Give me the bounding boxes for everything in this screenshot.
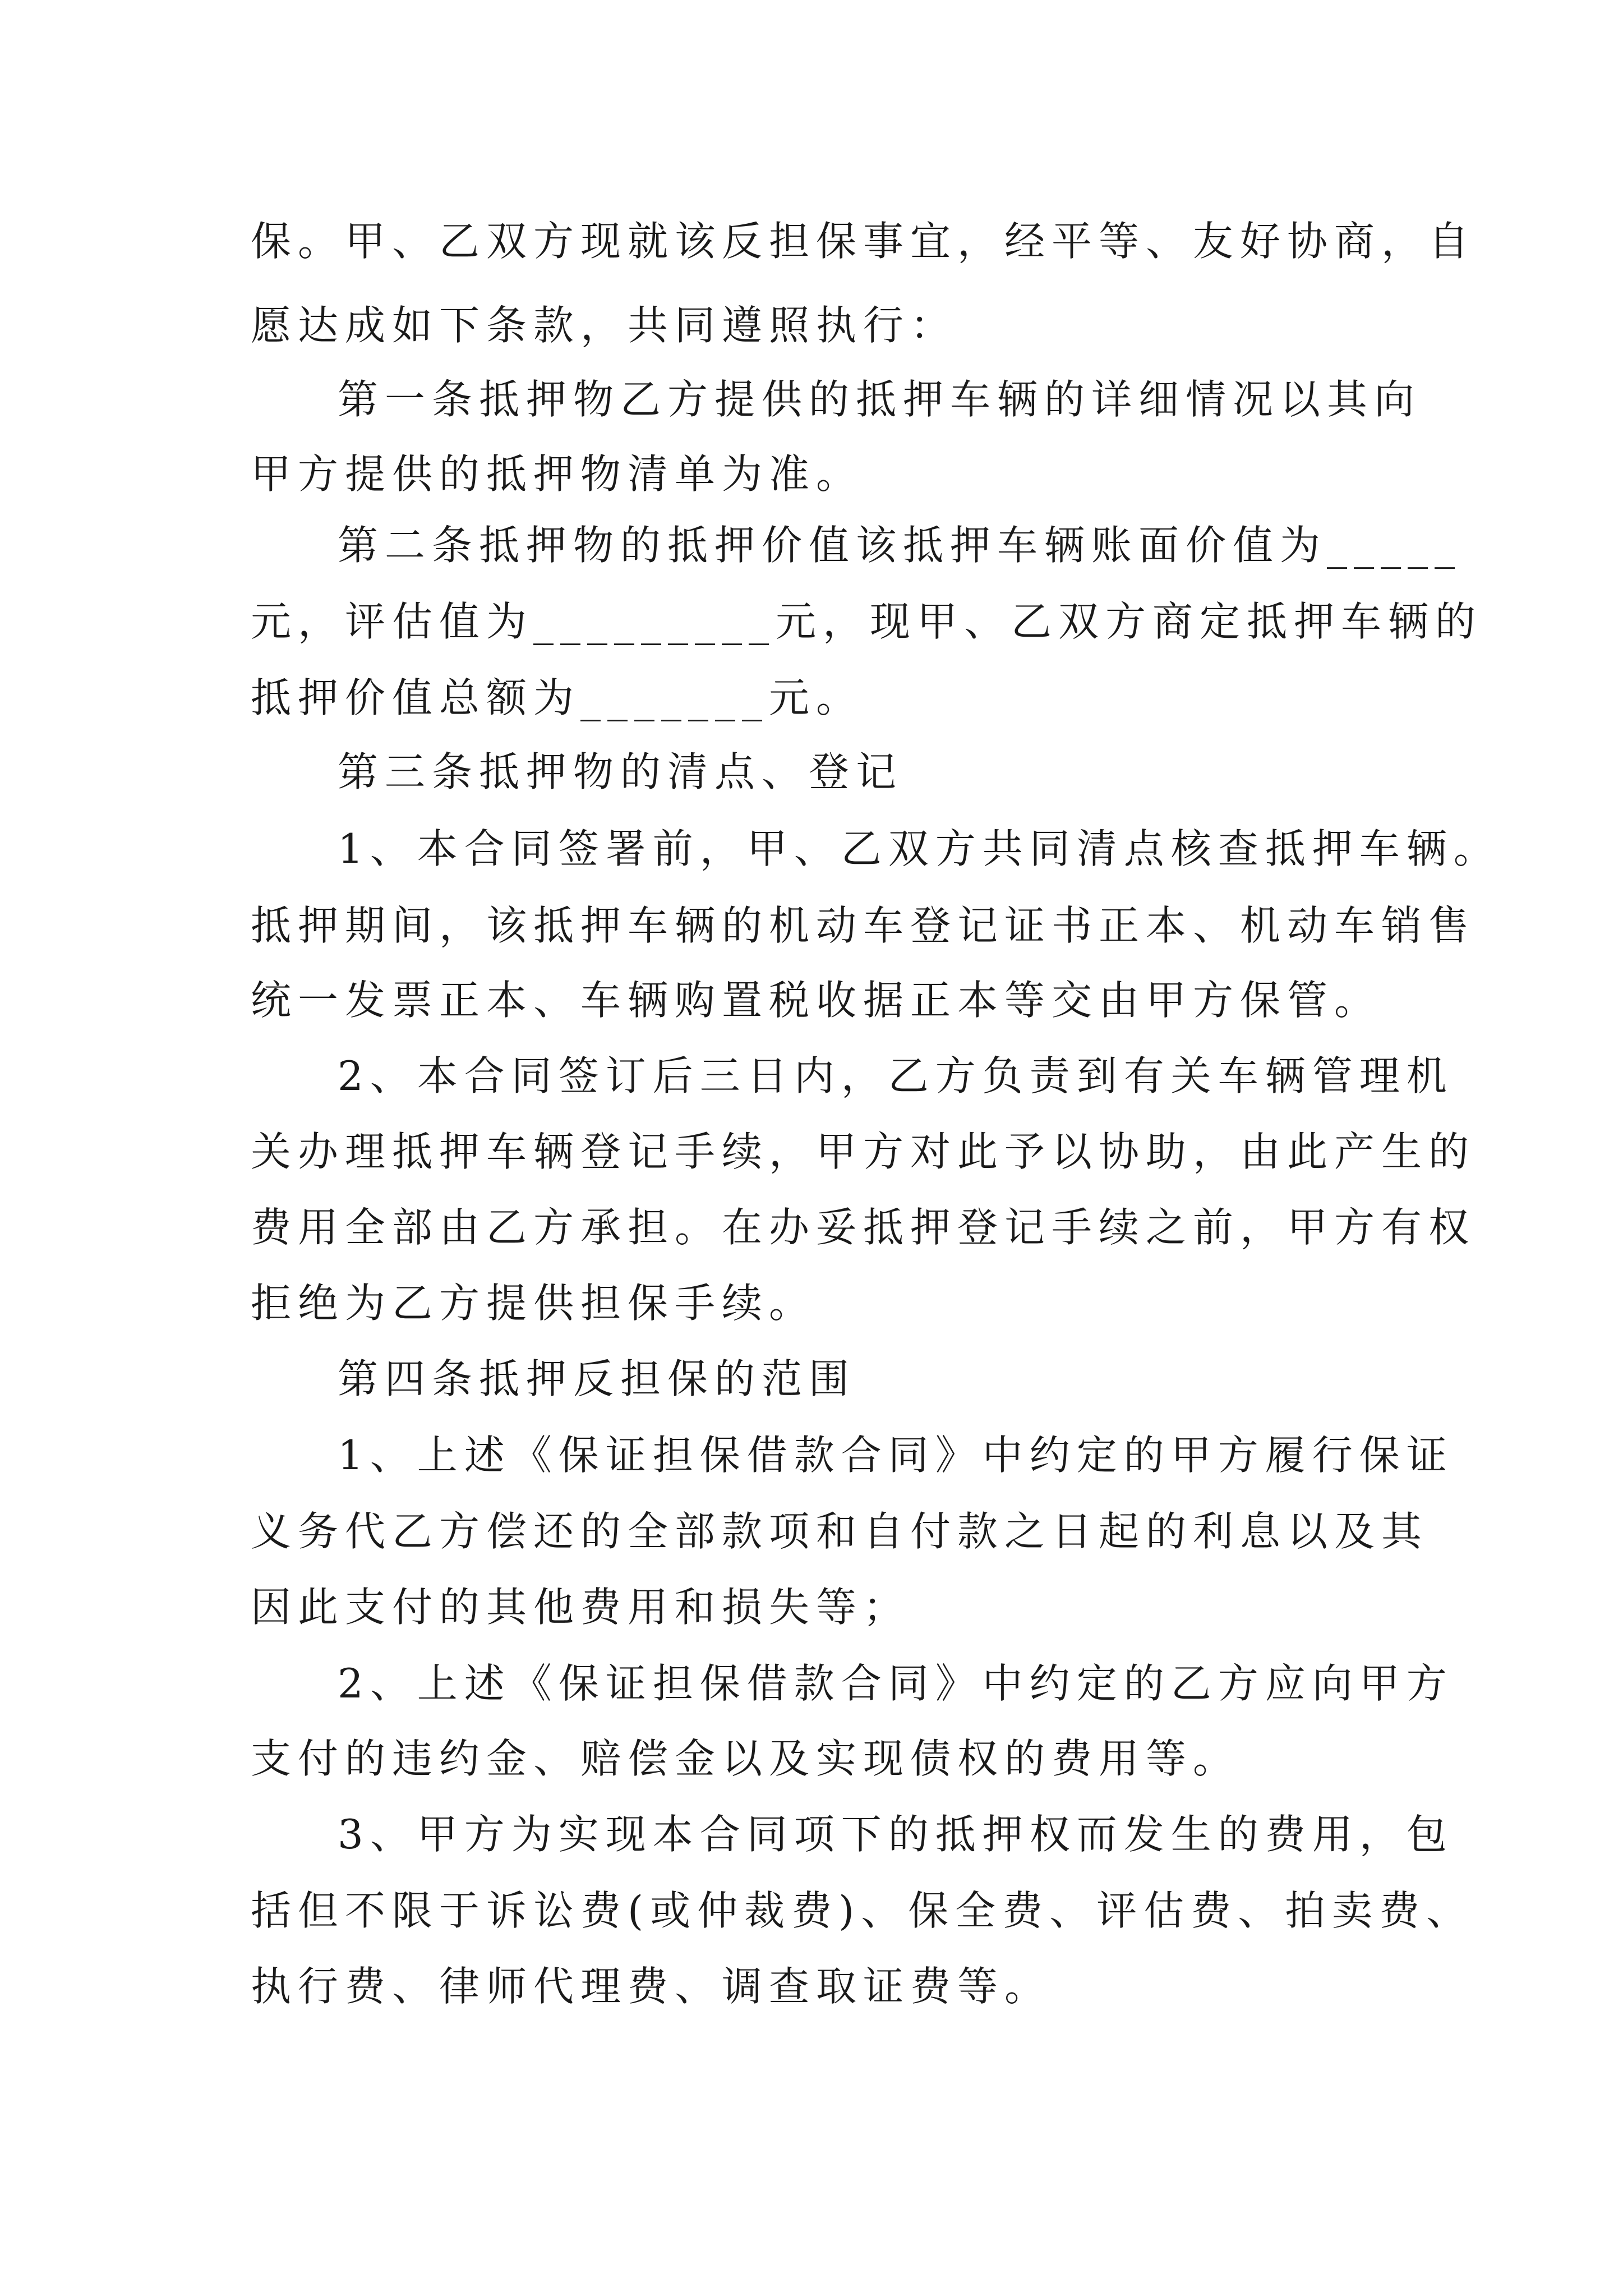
clause-4-heading: 第四条抵押反担保的范围 [338,1355,856,1402]
paragraph-line: 统一发票正本、车辆购置税收据正本等交由甲方保管。 [251,977,1382,1024]
clause-4-item-1-line: 1、上述《保证担保借款合同》中约定的甲方履行保证 [338,1432,1454,1479]
paragraph-line: 因此支付的其他费用和损失等； [251,1584,911,1631]
paragraph-line: 括但不限于诉讼费(或仲裁费)、保全费、评估费、拍卖费、 [251,1887,1474,1934]
paragraph-line: 保。甲、乙双方现就该反担保事宜，经平等、友好协商，自 [251,218,1476,265]
paragraph-line: 支付的违约金、赔偿金以及实现债权的费用等。 [251,1735,1241,1782]
paragraph-line: 费用全部由乙方承担。在办妥抵押登记手续之前，甲方有权 [251,1204,1476,1251]
paragraph-line: 愿达成如下条款，共同遵照执行： [251,302,958,349]
paragraph-line: 抵押价值总额为_______元。 [251,674,864,721]
clause-1-heading-line: 第一条抵押物乙方提供的抵押车辆的详细情况以其向 [338,376,1422,423]
paragraph-line: 关办理抵押车辆登记手续，甲方对此予以协助，由此产生的 [251,1128,1476,1175]
paragraph-line: 甲方提供的抵押物清单为准。 [251,450,864,498]
paragraph-line: 抵押期间，该抵押车辆的机动车登记证书正本、机动车销售 [251,902,1476,949]
paragraph-line: 元，评估值为_________元，现甲、乙双方商定抵押车辆的 [251,598,1483,645]
paragraph-line: 拒绝为乙方提供担保手续。 [251,1280,817,1327]
clause-3-item-1-line: 1、本合同签署前，甲、乙双方共同清点核查抵押车辆。 [338,825,1501,872]
clause-2-heading-line: 第二条抵押物的抵押价值该抵押车辆账面价值为_____ [338,522,1462,569]
clause-4-item-2-line: 2、上述《保证担保借款合同》中约定的乙方应向甲方 [338,1660,1454,1707]
paragraph-line: 执行费、律师代理费、调查取证费等。 [251,1963,1052,2010]
clause-4-item-3-line: 3、甲方为实现本合同项下的抵押权而发生的费用，包 [338,1811,1454,1858]
clause-3-item-2-line: 2、本合同签订后三日内，乙方负责到有关车辆管理机 [338,1052,1454,1099]
clause-3-heading: 第三条抵押物的清点、登记 [338,748,903,795]
paragraph-line: 义务代乙方偿还的全部款项和自付款之日起的利息以及其 [251,1508,1429,1555]
